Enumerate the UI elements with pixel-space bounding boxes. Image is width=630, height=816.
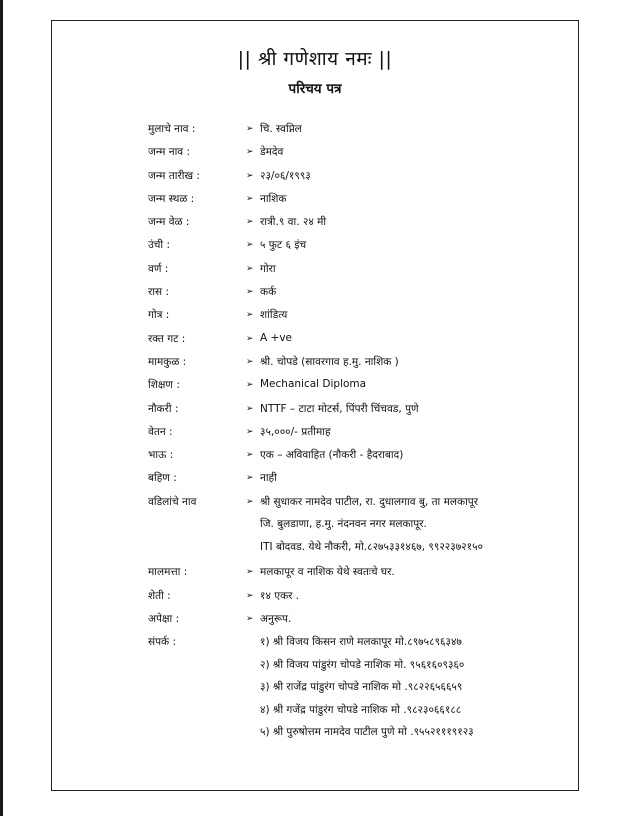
field-value: Mechanical Diploma xyxy=(260,378,367,391)
field-row xyxy=(148,612,568,635)
field-row xyxy=(148,425,568,448)
field-value: शांडित्य xyxy=(260,309,288,322)
parents-line: जि. बुलडाणा, ह.मु. नंदनवन नगर मलकापूर. xyxy=(260,518,427,531)
bullet-arrow-icon: ➢ xyxy=(246,380,254,391)
bullet-arrow-icon: ➢ xyxy=(246,147,254,158)
field-value: एक – अविवाहित (नौकरी - हैदराबाद) xyxy=(260,449,404,462)
bullet-arrow-icon: ➢ xyxy=(246,496,254,507)
field-label: शिक्षण : xyxy=(148,379,180,392)
field-label: गोत्र : xyxy=(148,309,170,322)
bullet-arrow-icon: ➢ xyxy=(246,403,254,414)
bullet-arrow-icon: ➢ xyxy=(246,193,254,204)
bullet-arrow-icon: ➢ xyxy=(246,240,254,251)
bullet-arrow-icon: ➢ xyxy=(246,567,254,578)
bullet-arrow-icon: ➢ xyxy=(246,310,254,321)
field-row xyxy=(148,238,568,261)
field-value xyxy=(260,495,568,563)
field-value: डेमदेव xyxy=(260,146,284,159)
page-subtitle: परिचय पत्र xyxy=(288,81,342,97)
field-row xyxy=(148,378,568,401)
biodata-fields xyxy=(148,122,568,751)
field-label: उंची : xyxy=(148,239,171,252)
bullet-arrow-icon: ➢ xyxy=(246,124,254,134)
field-value: श्री. चोपडे (सावरगाव ह.मु. नाशिक ) xyxy=(260,355,399,368)
bullet-arrow-icon: ➢ xyxy=(246,170,254,181)
field-label: जन्म वेळ : xyxy=(148,216,190,229)
field-label: भाऊ : xyxy=(148,449,174,462)
page-title: || श्री गणेशाय नमः || xyxy=(237,48,393,70)
contact-item: ४) श्री गजेंद्र पांडुरंग चोपडे नाशिक मो .९८२३०६६१८८ xyxy=(260,703,462,716)
field-row xyxy=(148,192,568,215)
contact-item: ५) श्री पुरुषोत्तम नामदेव पाटील पुणे मो .९५५२१११९१२३ xyxy=(260,726,474,739)
field-row xyxy=(148,145,568,168)
field-value: ३५,०००/- प्रतीमाह xyxy=(260,425,331,438)
contact-item: ३) श्री राजेंद्र पांडुरंग चोपडे नाशिक मो .९८२२६५६६५९ xyxy=(260,681,463,694)
field-list-after xyxy=(148,565,568,635)
bullet-arrow-icon: ➢ xyxy=(246,426,254,437)
field-row xyxy=(148,122,568,145)
parents-line: श्री सुधाकर नामदेव पाटील, रा. दुधालगाव बु, ता मलकापूर xyxy=(260,495,479,508)
field-value: नाही xyxy=(260,472,277,485)
field-row-contacts xyxy=(148,635,568,748)
field-row xyxy=(148,448,568,471)
field-label: वडिलांचे नाव xyxy=(148,495,197,508)
field-row xyxy=(148,215,568,238)
field-label: जन्म स्थळ : xyxy=(148,192,195,205)
field-label: वर्ण : xyxy=(148,262,169,275)
field-label: नौकरी : xyxy=(148,402,179,415)
contact-item: २) श्री विजय पांडुरंग चोपडे नाशिक मो. ९५६१६०९३६० xyxy=(260,658,465,671)
field-value: चि. स्वप्निल xyxy=(260,123,302,135)
field-label: जन्म तारीख : xyxy=(148,169,200,182)
field-value: कर्क xyxy=(260,286,277,299)
field-value: २३/०६/१९९३ xyxy=(260,169,311,182)
field-value: गोरा xyxy=(260,262,276,275)
field-value: १४ एकर . xyxy=(260,589,300,602)
field-row xyxy=(148,589,568,612)
field-label: बहिण : xyxy=(148,472,177,485)
bullet-arrow-icon: ➢ xyxy=(246,450,254,461)
contact-item: १) श्री विजय किसन राणे मलकापूर मो.८९७५८९६३४७ xyxy=(260,636,462,649)
field-row xyxy=(148,355,568,378)
field-row xyxy=(148,308,568,331)
field-row xyxy=(148,332,568,355)
field-label: जन्म नाव : xyxy=(148,146,191,159)
field-label: मामकुळ : xyxy=(148,355,187,368)
bullet-arrow-icon: ➢ xyxy=(246,473,254,484)
field-label: मुलाचे नाव : xyxy=(148,123,196,135)
window-left-edge xyxy=(0,0,3,816)
field-row-parents xyxy=(148,495,568,563)
bullet-arrow-icon: ➢ xyxy=(246,287,254,298)
bullet-arrow-icon: ➢ xyxy=(246,217,254,228)
bullet-arrow-icon: ➢ xyxy=(246,613,254,624)
field-value: रात्री.९ वा. २४ मी xyxy=(260,216,327,229)
bullet-arrow-icon: ➢ xyxy=(246,356,254,367)
contacts-list xyxy=(260,635,568,748)
field-label: वेतन : xyxy=(148,425,173,438)
field-label: मालमत्ता : xyxy=(148,566,188,579)
field-label: शेती : xyxy=(148,589,171,602)
parents-line: ITI बोदवड. येथे नौकरी, मो.८२७५३३१४६७, ९९२२३७२१५० xyxy=(260,540,484,553)
field-row xyxy=(148,285,568,308)
field-label: रक्त गट : xyxy=(148,332,186,345)
field-row xyxy=(148,471,568,494)
field-value: ५ फुट ६ इंच xyxy=(260,239,307,252)
field-label: रास : xyxy=(148,286,169,299)
field-row xyxy=(148,169,568,192)
document-page xyxy=(51,20,579,791)
field-value: अनुरूप. xyxy=(260,612,292,625)
field-value: A +ve xyxy=(260,331,292,344)
field-row xyxy=(148,565,568,588)
bullet-arrow-icon: ➢ xyxy=(246,590,254,601)
field-value: NTTF – टाटा मोटर्स, पिंपरी चिंचवड, पुणे xyxy=(260,402,419,415)
field-row xyxy=(148,402,568,425)
field-row xyxy=(148,262,568,285)
bullet-arrow-icon: ➢ xyxy=(246,333,254,344)
field-value: नाशिक xyxy=(260,192,287,205)
bullet-arrow-icon: ➢ xyxy=(246,263,254,274)
field-label: अपेक्षा : xyxy=(148,612,180,625)
field-list xyxy=(148,122,568,495)
field-label: संपर्क : xyxy=(148,636,177,649)
field-value: मलकापूर व नाशिक येथे स्वतःचे घर. xyxy=(260,566,395,579)
